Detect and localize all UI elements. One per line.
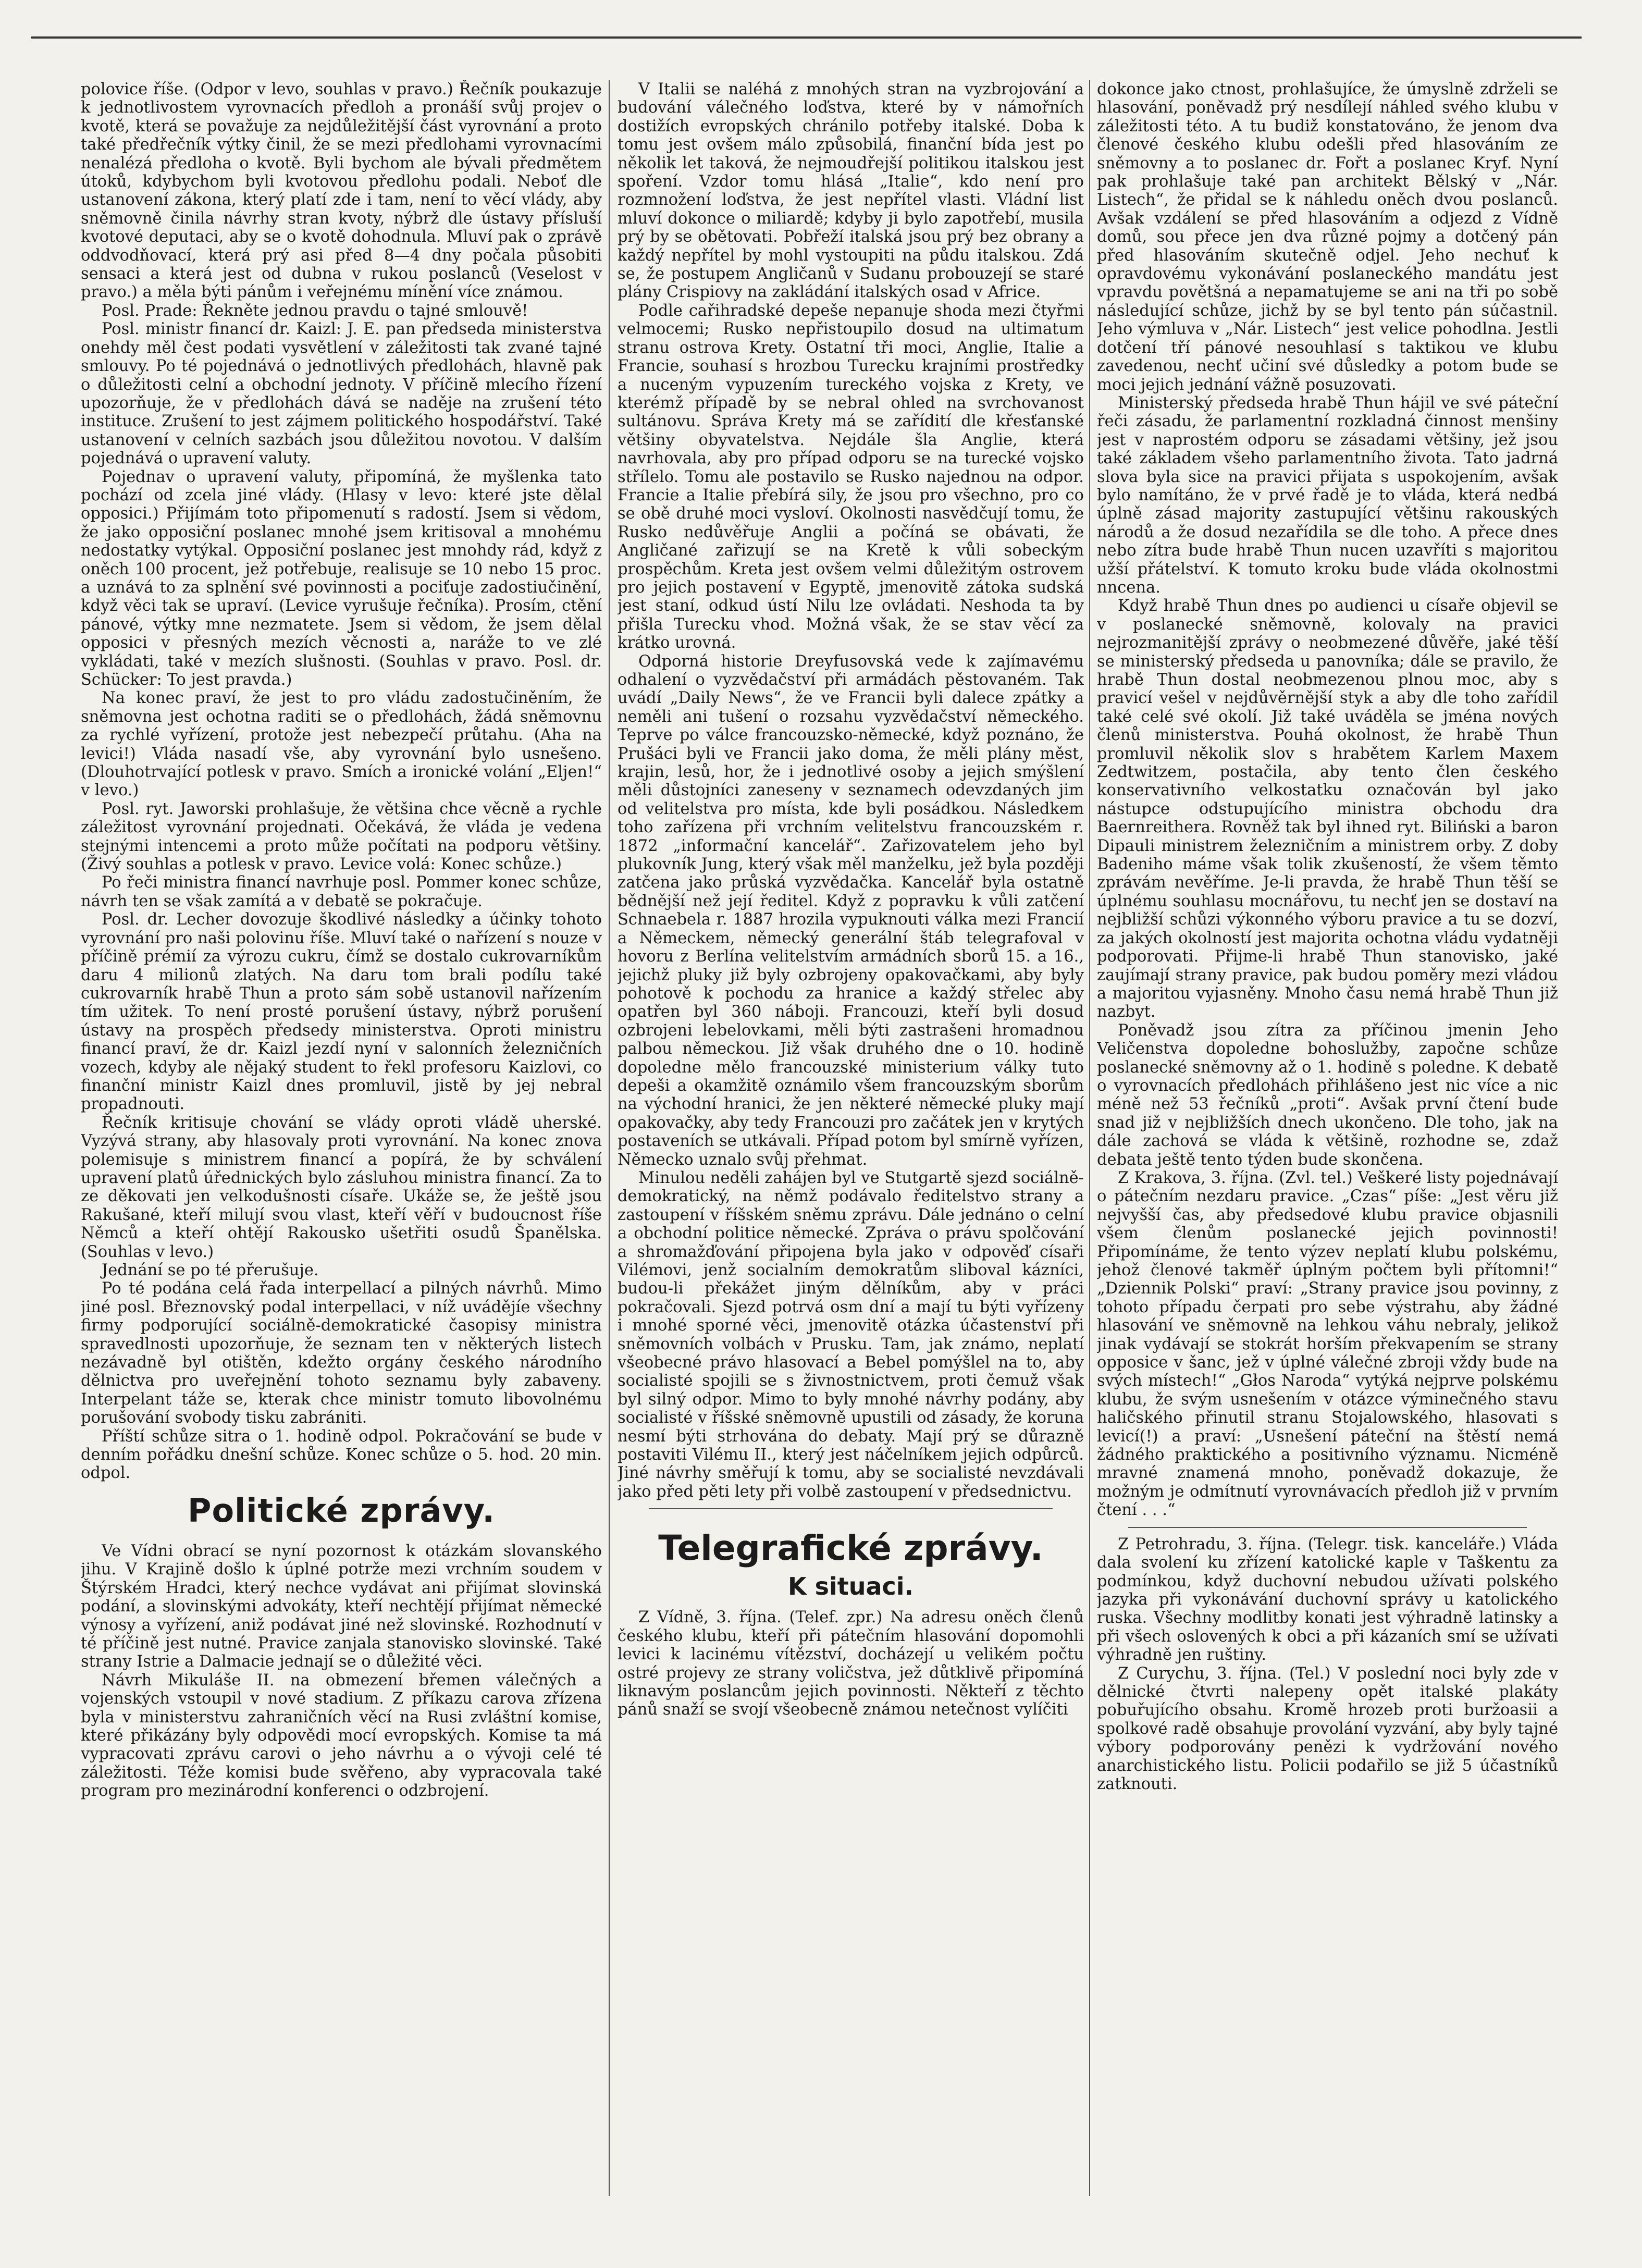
paragraph: Příští schůze sitra o 1. hodině odpol. Pokračování se bude v denním pořádku dnešní schůze. Konec schůze o 5. hod. 20 min. odpol. <box>81 1427 602 1483</box>
subheading-k-situaci: K situaci. <box>787 1572 914 1601</box>
column-2 <box>618 80 1084 2207</box>
paragraph: Na konec praví, že jest to pro vládu zadostučiněním, že sněmovna jest ochotna raditi se o předlohách, žádá sněmovnu za rychlé vyřízení, protože jest nebezpečí průtahu. (Aha na levici!) Vláda nasadí vše, aby vyrovnání bylo usnešeno. (Dlouhotrvající potlesk v pravo. Smích a ironické volání „Eljen!“ v levo.) <box>81 689 602 800</box>
paragraph: Z Vídně, 3. října. (Telef. zpr.) Na adresu oněch členů českého klubu, kteří při pátečním hlasování dopomohli levici k lacinému vítězství, docházejí u velikém počtu ostré projevy ze strany voličstva, jež důtklivě připomíná liknavým poslancům jejich povinnosti. Někteří z těchto pánů snaží se svojí všeobecně známou netečnost vylíčiti <box>618 1608 1084 1719</box>
paragraph: Odporná historie Dreyfusovská vede k zajímavému odhalení o vyzvědačství při armádách pěstovaném. Tak uvádí „Daily News“, že ve Francii byli dalece zpátky a neměli ani tušení o rozsahu vyzvědačství německého. Teprve po válce francouzsko-německé, když poznáno, že Prušáci byli ve Francii jako doma, že měli plány měst, krajin, lesů, hor, že i jednotlivé osoby a jejich smýšlení měli důstojníci zaneseny v seznamech odevzdaných jim od velitelstva pro místa, kde byli posádkou. Následkem toho zařízena při vrchním velitelstvu francouzském r. 1872 „informační kancelář“. Zařizovatelem jeho byl plukovník Jung, který však měl manželku, jež byla později zatčena jako průská vyzvědačka. Kancelář byla ostatně bědnější než její ředitel. Když z popravku k vůli zatčení Schnaebela r. 1887 hrozila vypuknouti válka mezi Francií a Německem, německý generální štáb telegrafoval v hovoru z Berlína velitelstvím armádních sborů 15. a 16., jejichž pluky již byly ozbrojeny opakovačkami, aby byly pohotově k pochodu za hranice a každý střelec aby opatřen byl 360 náboji. Francouzi, kteří byli dosud ozbrojeni lebelovkami, měli býti zastrašeni hromadnou palbou německou. Již však druhého dne o 10. hodině dopoledne mělo francouzské ministerium války tuto depeši a okamžitě oznámilo všem francouzským sborům na východní hranici, že jen některé německé pluky mají opakovačky, aby tedy Francouzi pro začátek jen v krytých postaveních se utkávali. Případ potom byl smírně vyřízen, Německo uznalo svůj přehmat. <box>618 652 1084 1169</box>
column-3 <box>1097 80 1558 2207</box>
newspaper-page <box>31 36 1582 2227</box>
section-heading-telegraficke-zpravy: Telegrafické zprávy. <box>658 1528 1043 1569</box>
paragraph: Minulou neděli zahájen byl ve Stutgartě sjezd sociálně-demokratický, na němž podávalo ředitelstvo strany a zastoupení v říšském sněmu zprávu. Dále jednáno o celní a obchodní politice německé. Zpráva o právu spolčování a shromažďování připojena byla jako v odpověď císaři Vilémovi, jenž socialním demokratům sliboval kázníci, budou-li překážet jiným dělníkům, aby v práci pokračovali. Sjezd potrvá osm dní a mají tu býti vyřízeny i mnohé sporné věci, jmenovitě otázka účastenství při sněmovních volbách v Prusku. Tam, jak známo, neplatí všeobecné právo hlasovací a Bebel pomýšlel na to, aby socialisté spojili se s živnostnictvem, proti čemuž však byl silný odpor. Mimo to byly mnohé návrhy podány, aby socialisté v říšské sněmovně upustili od zásady, že koruna nesmí býti strhována do debaty. Mají prý se důrazně postaviti Vilému II., který jest náčelníkem jejich odpůrců. Jiné návrhy směřují k tomu, aby se socialisté nevzdávali jako před pěti lety při volbě zastoupení v předsednictvu. <box>618 1168 1084 1501</box>
paragraph: Po té podána celá řada interpellací a pilných návrhů. Mimo jiné posl. Březnovský podal interpellaci, v níž uvádějíe všechny firmy podporující sociálně-demokratické časopisy ministra spravedlnosti upozorňuje, že seznam ten v některých listech nezávadně byl otištěn, kdežto orgány českého národního dělnictva pro uveřejnění tohoto seznamu byly zabaveny. Interpelant táže se, kterak chce ministr tomuto libovolnému porušování svobody tisku zabrániti. <box>81 1279 602 1427</box>
paragraph: Z Curychu, 3. října. (Tel.) V poslední noci byly zde v dělnické čtvrti nalepeny opět italské plakáty pobuřujícího obsahu. Kromě hrozeb proti buržoasii a spolkové radě obsahuje provolání vyzvání, aby byly tajné výbory podporovány penězi k vydržování nového anarchistického listu. Policii podařilo se již 5 účastníků zatknouti. <box>1097 1664 1558 1793</box>
column-rule-left <box>609 80 610 2196</box>
paragraph: Návrh Mikuláše II. na obmezení břemen válečných a vojenských vstoupil v nové stadium. Z příkazu carova zřízena byla v ministerstvu zahraničních věcí na Rusi zvláštní komise, které přikázány byly odpovědi mocí evropských. Komise ta má vypracovati zprávu carovi o jeho návrhu a o vývoji celé té záležitosti. Téže komisi bude svěřeno, aby vypracovala také program pro mezinárodní konferenci o odzbrojení. <box>81 1671 602 1801</box>
paragraph: Posl. ministr financí dr. Kaizl: J. E. pan předseda ministerstva onehdy měl čest podati vysvětlení v záležitosti tak zvané tajné smlouvy. Po té pojednává o jednotlivých předlohách, hlavně pak o důležitosti celní a obchodní jednoty. V příčině mlecího řízení upozorňuje, že v předlohách dává se naděje na zrušení této instituce. Zrušení to jest zájmem politického hospodářství. Také ustanovení v celních sazbách jsou důležitou novotou. V dalším pojednává o upravení valuty. <box>81 320 602 468</box>
paragraph: Ministerský předseda hrabě Thun hájil ve své páteční řeči zásadu, že parlamentní rozkladná činnost menšiny jest v naprostém odporu se zásadami většiny, jež jsou také základem všeho parlamentního života. Tato jadrná slova byla sice na pravici přijata s uspokojením, avšak bylo namítáno, že v prvé řadě je to vláda, která nedbá úplně zásad majority zastupující většinu rakouských národů a že dosud nezařídila se dle toho. A přece dnes nebo zítra bude hrabě Thun nucen uzavříti s majoritou užší přátelství. K tomuto kroku bude vláda okolnostmi nncena. <box>1097 393 1558 597</box>
paragraph: Jednání se po té přerušuje. <box>102 1261 319 1279</box>
paragraph: V Italii se naléhá z mnohých stran na vyzbrojování a budování válečného loďstva, které by v námořních dostižích evropských chránilo potřeby italské. Doba k tomu jest ovšem málo způsobilá, finanční bída jest po několik let taková, že nejmoudřejší politikou italskou jest spoření. Vzdor tomu hlásá „Italie“, kdo není pro rozmnožení loďstva, že jest nepřítel vlasti. Vládní list mluví dokonce o miliardě; kdyby ji bylo zapotřebí, musila prý by se obětovati. Pobřeží italská jsou prý bez obrany a každý nepřítel by mohl vystoupiti na půdu italskou. Zdá se, že postupem Angličanů v Sudanu probouzejí se staré plány Crispiovy na zakládání italských osad v Africe. <box>618 80 1084 302</box>
paragraph: Pojednav o upravení valuty, připomíná, že myšlenka tato pochází od zcela jiné vlády. (Hlasy v levo: které jste dělal opposici.) Přijímám toto připomenutí s radostí. Jsem si vědom, že jako opposiční poslanec mnohé jsem kritisoval a mnohému nedostatky vytýkal. Opposiční poslanec jest mnohdy rád, když z oněch 100 procent, jež potřebuje, realisuje se 10 nebo 15 proc. a uznává to za splnění své povinnosti a pociťuje zadostiučinění, když věci tak se upraví. (Levice vyrušuje řečníka). Prosím, ctění pánové, výtky mne nezmatete. Jsem si vědom, že jsem dělal opposici v přesných mezích věcnosti a, naráže to ve zlé vykládati, také v mezích slušnosti. (Souhlas v pravo. Posl. dr. Schücker: To jest pravda.) <box>81 467 602 689</box>
paragraph: Ve Vídni obrací se nyní pozornost k otázkám slovanského jihu. V Krajině došlo k úplné potrže mezi vrchním soudem v Štýrském Hradci, který nechce vydávat ani přijímat slovinská podání, a slovinskými advokáty, kteří nechtějí přijímat německé výnosy a vyřízení, aniž podávat jiné než slovinské. Rozhodnutí v té příčině jest nutné. Pravice zanjala stanovisko slovinské. Také strany Istrie a Dalmacie jednají se o důležité věci. <box>81 1542 602 1671</box>
section-divider <box>649 1508 1053 1509</box>
section-heading-politicke-zpravy: Politické zprávy. <box>188 1491 495 1530</box>
paragraph: Posl. Prade: Řekněte jednou pravdu o tajné smlouvě! <box>102 301 528 320</box>
paragraph: Po řeči ministra financí navrhuje posl. Pommer konec schůze, návrh ten se však zamítá a v debatě se pokračuje. <box>81 873 602 910</box>
column-1 <box>81 80 602 2207</box>
paragraph: Když hrabě Thun dnes po audienci u císaře objevil se v poslanecké sněmovně, kolovaly na pravici nejrozmanitější zprávy o neobmezené důvěře, jaké těší se ministerský předseda u panovníka; dále se pravilo, že hrabě Thun dostal neobmezenou plnou moc, aby s pravicí vešel v nejdůvěrnější styk a aby dle toho zařídil také celé své okolí. Již také uváděla se jména nových členů ministerstva. Pouhá okolnost, že hrabě Thun promluvil několik slov s hrabětem Karlem Maxem Zedtwitzem, postačila, aby tento člen českého konservativního velkostatku označován byl jako nástupce odstupujícího ministra obchodu dra Baernreithera. Rovněž tak byl ihned ryt. Biliński a baron Dipauli ministrem železničním a ministrem orby. Z doby Badeniho máme však tolik zkušeností, že všem těmto zprávám nevěříme. Je-li pravda, že hrabě Thun těší se úplnému souhlasu mocnářovu, tu nechť jen se dostaví na nejbližší schůzi výkonného výboru pravice a tu se dozví, za jakých okolností jest majorita ochotna vládu vydatněji podporovati. Přijme-li hrabě Thun stanovisko, jaké zaujímají strany pravice, pak budou poměry mezi vládou a majoritou vyjasněny. Mnoho času nemá hrabě Thun již nazbyt. <box>1097 597 1558 1021</box>
section-divider <box>1128 1527 1527 1528</box>
paragraph: dokonce jako ctnost, prohlašujíce, že úmyslně zdrželi se hlasování, poněvadž prý nesdílejí náhled svého klubu v záležitosti této. A tu budiž konstatováno, že jenom dva členové českého klubu odešli před hlasováním ze sněmovny a to poslanec dr. Fořt a poslanec Kryf. Nyní pak prohlašuje také pan architekt Bělský v „Nár. Listech“, že přidal se k náhledu oněch dvou poslanců. Avšak vzdálení se před hlasováním a odjezd z Vídně domů, sou přece jen dva různé pojmy a dotčený pán před hlasováním skutečně odjel. Jeho nechuť k opravdovému vykonávání poslaneckého mandátu jest vpravdu povětšná a nepamatujeme se ani na tři po sobě následující schůze, jichž by se byl tento pán súčastnil. Jeho výmluva v „Nár. Listech“ jest velice pohodlna. Jestli dotčení tří pánové nesouhlasí s taktikou ve klubu zavedenou, nechť učiní své důsledky a potom bude se moci jejich jednání vážně posuzovati. <box>1097 80 1558 394</box>
paragraph: Posl. ryt. Jaworski prohlašuje, že většina chce věcně a rychle záležitost vyrovnání projednati. Očekává, že vláda je vedena stejnými intencemi a proto může počítati na podporu většiny. (Živý souhlas a potlesk v pravo. Levice volá: Konec schůze.) <box>81 799 602 874</box>
paragraph: Podle cařihradské depeše nepanuje shoda mezi čtyřmi velmocemi; Rusko nepřistoupilo dosud na ultimatum stranu ostrova Krety. Ostatní tři moci, Anglie, Italie a Francie, souhasí s hrozbou Turecku krajními prostředky a nuceným vypuzením tureckého vojska z Krety, ve kterémž případě by se nebral ohled na svrchovanost sultánovu. Správa Krety má se zařídití dle křesťanské většiny obyvatelstva. Nejdále šla Anglie, která navrhovala, aby pro případ odporu se na turecké vojsko střílelo. Tomu ale postavilo se Rusko najednou na odpor. Francie a Italie přebírá sily, že jsou pro všechno, pro co se obě druhé moci vysloví. Okolnosti nasvědčují tomu, že Rusko nedůvěřuje Anglii a počíná se obávati, že Angličané zařizují se na Kretě k vůli sobeckým prospěchům. Kreta jest ovšem velmi důležitým ostrovem pro jejich postavení v Egyptě, jmenovitě zátoka sudská jest staní, odkud ústí Nilu lze ovládati. Neshoda ta by přišla Turecku vhod. Možná však, že se stav věcí za krátko urovná. <box>618 301 1084 652</box>
paragraph: Z Petrohradu, 3. října. (Telegr. tisk. kanceláře.) Vláda dala svolení ku zřízení katolické kaple v Taškentu za podmínkou, když duchovní nebudou užívati polského jazyka při vykonávání duchovní správy u katolického ruska. Všechny modlitby konati jest výhradně latinsky a při všech oslovených k obci a při kázaních smí se užívati výhradně jen ruštiny. <box>1097 1535 1558 1665</box>
paragraph: Z Krakova, 3. října. (Zvl. tel.) Veškeré listy pojednávají o pátečním nezdaru pravice. „Czas“ píše: „Jest věru již nejvyšší čas, aby předsedové klubu pravice objasnili všem členům poslanecké jejich povinnosti! Připomínáme, že tento výzev neplatí klubu polskému, jehož členové takměř úplným počtem byli přítomni!“ „Dziennik Polski“ praví: „Strany pravice jsou povinny, z tohoto případu čerpati pro sebe výstrahu, aby žádné hlasování ve sněmovně na lehkou váhu nebraly, jelikož jinak vydávají se stokrát horším překvapením se strany opposice v šanc, jež v úplné válečné zbroji vždy bude na svých místech!“ „Głos Naroda“ vytýká nejprve polskému klubu, že svým usnešením v otázce výminečného stavu haličského přinutil stranu Stojalowského, hlasovati s levicí(!) a praví: „Usnešení páteční na štěstí nemá žádného praktického a positivního významu. Nicméně mravné znamená mnoho, poněvadž dokazuje, že možným je odmítnutí vyrovnávacích předloh již v prvním čtení . . .“ <box>1097 1168 1558 1520</box>
paragraph: Poněvadž jsou zítra za příčinou jmenin Jeho Veličenstva dopoledne bohoslužby, započne schůze poslanecké sněmovny až o 1. hodině s poledne. K debatě o vyrovnacích předlohách přihlášeno jest nic více a nic méně než 53 řečníků „proti“. Avšak první čtení bude snad již v nejbližších dnech ukončeno. Dle toho, jak na dále zachová se vláda k většině, rozhodne se, zdaž debata ještě tento týden bude skončena. <box>1097 1021 1558 1169</box>
paragraph: polovice říše. (Odpor v levo, souhlas v pravo.) Řečník poukazuje k jednotlivostem vyrovnacích předloh a pronáší svůj projev o kvotě, která se považuje za nejdůležitější část vyrovnání a proto také předřečník výtky činil, že se mezi předlohami vyrovnacími nenalézá předloha o kvotě. Byli bychom ale bývali předmětem útoků, kdybychom byli kvotovou předlohu podali. Neboť dle ustanovení zákona, který platí zde i tam, není to věcí vlády, aby sněmovně činila návrhy stran kvoty, nýbrž dle ústavy přísluší kvotové deputaci, aby se o kvotě dohodnula. Mluví pak o zprávě oddvodňovací, která prý asi před 8—4 dny počala působiti sensaci a která jest od dubna v rukou poslanců (Veselost v pravo.) a měla býti pánům i veřejnému mínění více známou. <box>81 80 602 302</box>
paragraph: Řečník kritisuje chování se vlády oproti vládě uherské. Vyzývá strany, aby hlasovaly proti vyrovnání. Na konec znova polemisuje s ministrem financí a popírá, že by schválení upravení platů úřednických bylo zásluhou ministra financí. Za to ze děkovati jen velkodušnosti císaře. Ukáže se, že ještě jsou Rakušané, kteří milují svou vlast, kteří věří v budoucnost říše Němců a kteří ohtějí Rakousko ušetřiti osudů Španělska. (Souhlas v levo.) <box>81 1113 602 1261</box>
column-rule-right <box>1089 80 1090 2196</box>
paragraph: Posl. dr. Lecher dovozuje škodlivé následky a účinky tohoto vyrovnání pro naši polovinu říše. Mluví také o nařízení s nouze v příčině prémií za výrozu cukru, čímž se dostalo cukrovarníkům daru 4 milionů zlatých. Na daru tom brali podílu také cukrovarník hrabě Thun a proto sám sobě ustanovil nařízením tím užitek. To není prosté porušení ústavy, nýbrž porušení ústavy na prospěch předsedy ministerstva. Oproti ministru financí praví, že dr. Kaizl jezdí nyní v salonních železničních vozech, kdyby ale nějaký student to řekl profesoru Kaizlovi, co finanční ministr Kaizl dnes promluvil, jistě by jej nebral propadnouti. <box>81 910 602 1114</box>
